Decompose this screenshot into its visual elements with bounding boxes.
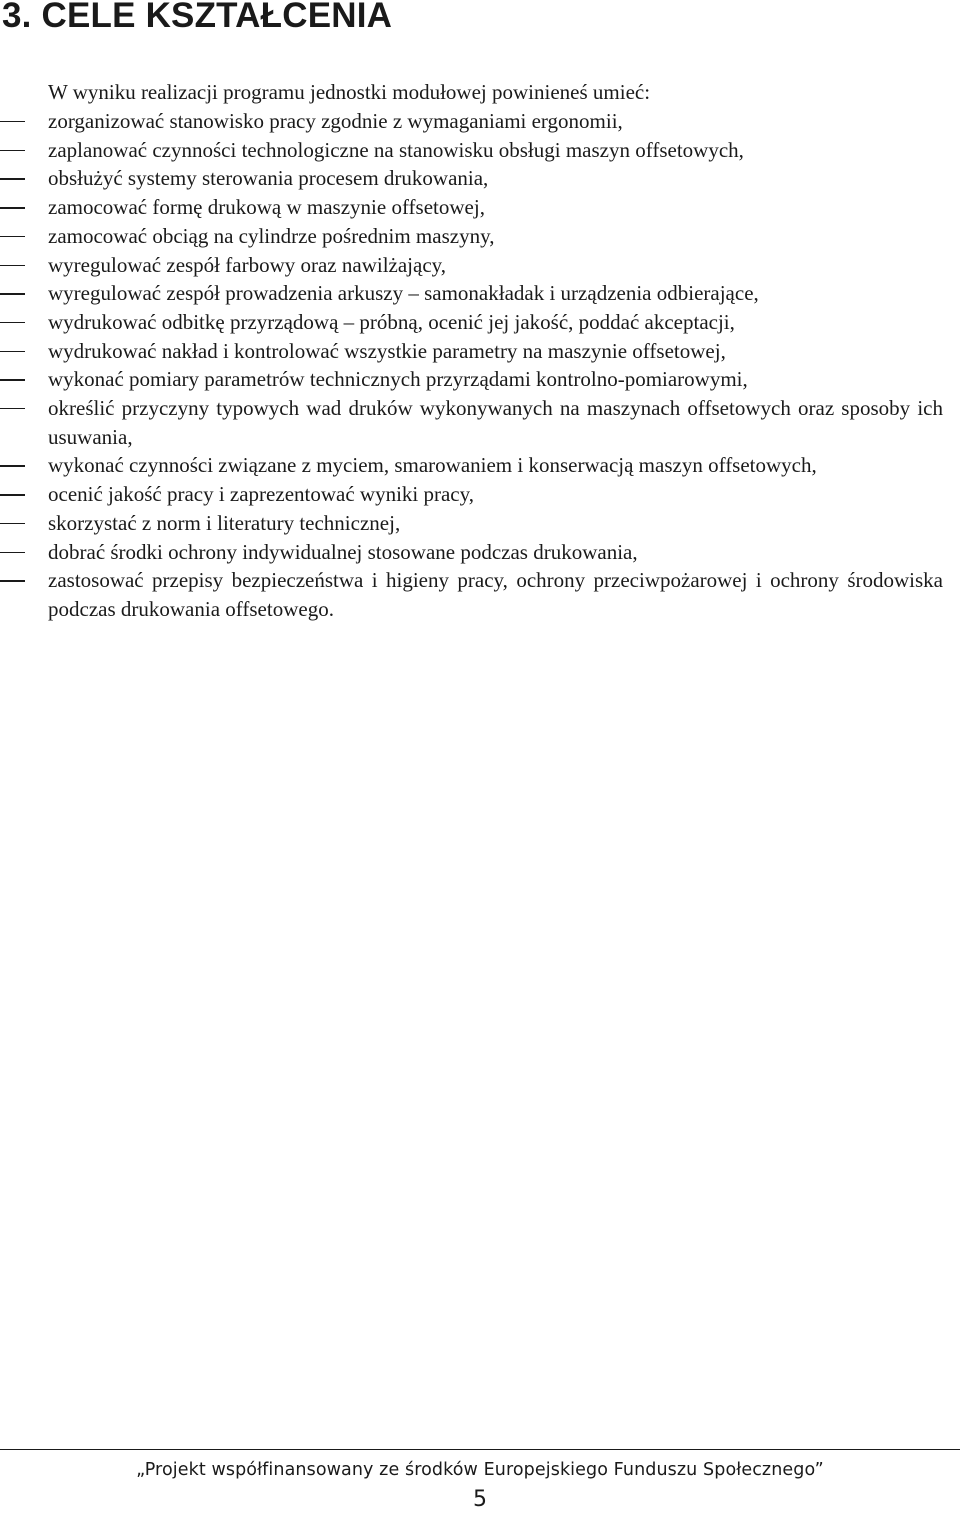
list-item-text: wydrukować nakład i kontrolować wszystkie parametry na maszynie offsetowej, bbox=[48, 338, 726, 363]
list-item bbox=[0, 193, 943, 222]
list-item bbox=[0, 251, 943, 280]
list-item bbox=[0, 308, 943, 337]
dash-bullet-icon bbox=[0, 207, 25, 208]
list-item bbox=[0, 394, 943, 451]
dash-bullet-icon bbox=[0, 494, 25, 495]
list-item-text: obsłużyć systemy sterowania procesem drukowania, bbox=[48, 166, 489, 191]
list-item-text: wykonać czynności związane z myciem, smarowaniem i konserwacją maszyn offsetowych, bbox=[48, 453, 817, 478]
list-item bbox=[0, 279, 943, 308]
list-item bbox=[0, 136, 943, 165]
dash-bullet-icon bbox=[0, 379, 25, 380]
list-item-text: wyregulować zespół prowadzenia arkuszy – samonakładak i urządzenia odbierające, bbox=[48, 281, 759, 306]
list-item-text: wyregulować zespół farbowy oraz nawilżający, bbox=[48, 252, 447, 277]
list-item-text: wykonać pomiary parametrów technicznych przyrządami kontrolno-pomiarowymi, bbox=[48, 367, 748, 392]
footer-funding-note: „Projekt współfinansowany ze środków Europejskiego Funduszu Społecznego” bbox=[136, 1460, 824, 1480]
list-item-text: dobrać środki ochrony indywidualnej stosowane podczas drukowania, bbox=[48, 539, 638, 564]
dash-bullet-icon bbox=[0, 552, 25, 553]
list-item-text: zamocować formę drukową w maszynie offsetowej, bbox=[48, 195, 485, 220]
list-item bbox=[0, 538, 943, 567]
dash-bullet-icon bbox=[0, 150, 25, 151]
dash-bullet-icon bbox=[0, 580, 25, 581]
section-title: 3. CELE KSZTAŁCENIA bbox=[2, 0, 393, 35]
list-item bbox=[0, 451, 943, 480]
dash-bullet-icon bbox=[0, 322, 25, 323]
dash-bullet-icon bbox=[0, 293, 25, 294]
list-item-text: zastosować przepisy bezpieczeństwa i higieny pracy, ochrony przeciwpożarowej i ochrony środowiska podczas drukowania offsetowego. bbox=[48, 568, 943, 621]
intro-text: W wyniku realizacji programu jednostki modułowej powinieneś umieć: bbox=[48, 80, 651, 104]
list-item bbox=[0, 164, 943, 193]
list-item bbox=[0, 107, 943, 136]
list-item bbox=[0, 337, 943, 366]
dash-bullet-icon bbox=[0, 408, 25, 409]
dash-bullet-icon bbox=[0, 178, 25, 179]
list-item bbox=[0, 509, 943, 538]
list-item bbox=[0, 480, 943, 509]
footer-divider bbox=[0, 1449, 960, 1450]
list-item-text: zaplanować czynności technologiczne na stanowisku obsługi maszyn offsetowych, bbox=[48, 137, 744, 162]
dash-bullet-icon bbox=[0, 523, 25, 524]
list-item-text: określić przyczyny typowych wad druków wykonywanych na maszynach offsetowych oraz sposoby ich usuwania, bbox=[48, 396, 943, 449]
list-item-text: wydrukować odbitkę przyrządową – próbną, ocenić jej jakość, poddać akceptacji, bbox=[48, 309, 735, 334]
page-number: 5 bbox=[473, 1487, 487, 1512]
list-item-text: ocenić jakość pracy i zaprezentować wyniki pracy, bbox=[48, 482, 475, 507]
learning-goals-list bbox=[0, 107, 943, 624]
dash-bullet-icon bbox=[0, 121, 25, 122]
list-item bbox=[0, 566, 943, 623]
list-item-text: zorganizować stanowisko pracy zgodnie z wymaganiami ergonomii, bbox=[48, 109, 623, 133]
list-item bbox=[0, 365, 943, 394]
list-item bbox=[0, 222, 943, 251]
list-item-text: zamocować obciąg na cylindrze pośrednim maszyny, bbox=[48, 223, 495, 248]
dash-bullet-icon bbox=[0, 465, 25, 466]
list-item-text: skorzystać z norm i literatury technicznej, bbox=[48, 510, 401, 535]
dash-bullet-icon bbox=[0, 236, 25, 237]
dash-bullet-icon bbox=[0, 265, 25, 266]
dash-bullet-icon bbox=[0, 351, 25, 352]
